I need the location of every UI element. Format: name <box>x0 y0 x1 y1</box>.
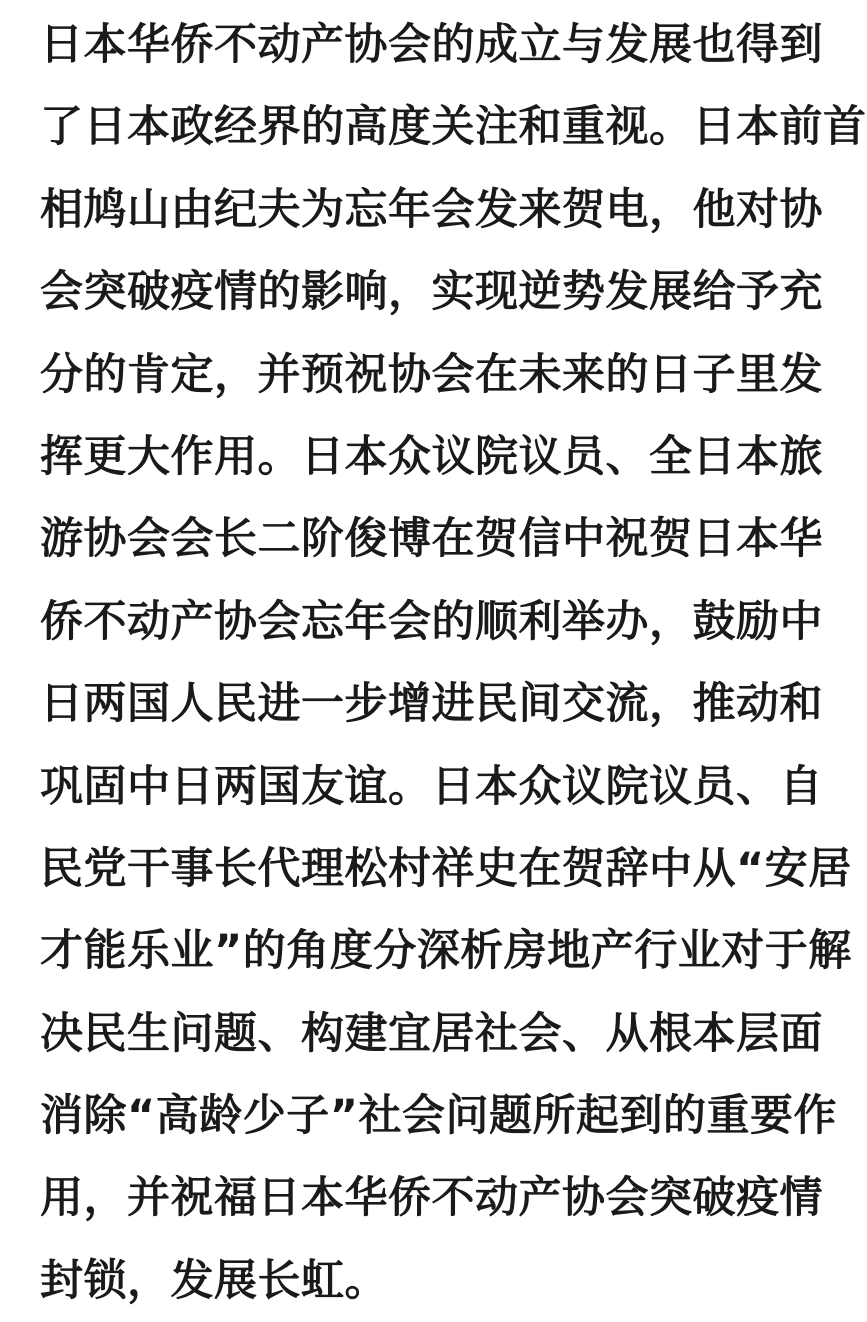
article-line-13: 决民生问题、构建宜居社会、从根本层面 <box>40 1008 823 1059</box>
article-line-5: 分的肯定，并预祝协会在未来的日子里发 <box>40 349 823 400</box>
article-line-12: 才能乐业”的角度分深析房地产行业对于解 <box>40 926 852 977</box>
article-line-14: 消除“高龄少子”社会问题所起到的重要作 <box>40 1091 838 1142</box>
article-line-10: 巩固中日两国友谊。日本众议院议员、自 <box>40 761 823 812</box>
article-line-2: 了日本政经界的高度关注和重视。日本前首 <box>40 102 867 153</box>
article-line-3: 相鸠山由纪夫为忘年会发来贺电，他对协 <box>40 184 823 235</box>
article-line-7: 游协会会长二阶俊博在贺信中祝贺日本华 <box>40 514 823 565</box>
article-line-15: 用，并祝福日本华侨不动产协会突破疫情 <box>40 1173 823 1224</box>
article-line-11: 民党干事长代理松村祥史在贺辞中从“安居 <box>40 843 852 894</box>
article-line-9: 日两国人民进一步增进民间交流，推动和 <box>40 679 823 730</box>
article-line-8: 侨不动产协会忘年会的顺利举办，鼓励中 <box>40 596 823 647</box>
article-line-1: 日本华侨不动产协会的成立与发展也得到 <box>40 20 823 70</box>
article-line-6: 挥更大作用。日本众议院议员、全日本旅 <box>40 431 823 482</box>
article-line-4: 会突破疫情的影响，实现逆势发展给予充 <box>40 267 823 318</box>
article-body <box>40 4 867 1322</box>
article-line-16: 封锁，发展长虹。 <box>40 1255 388 1306</box>
